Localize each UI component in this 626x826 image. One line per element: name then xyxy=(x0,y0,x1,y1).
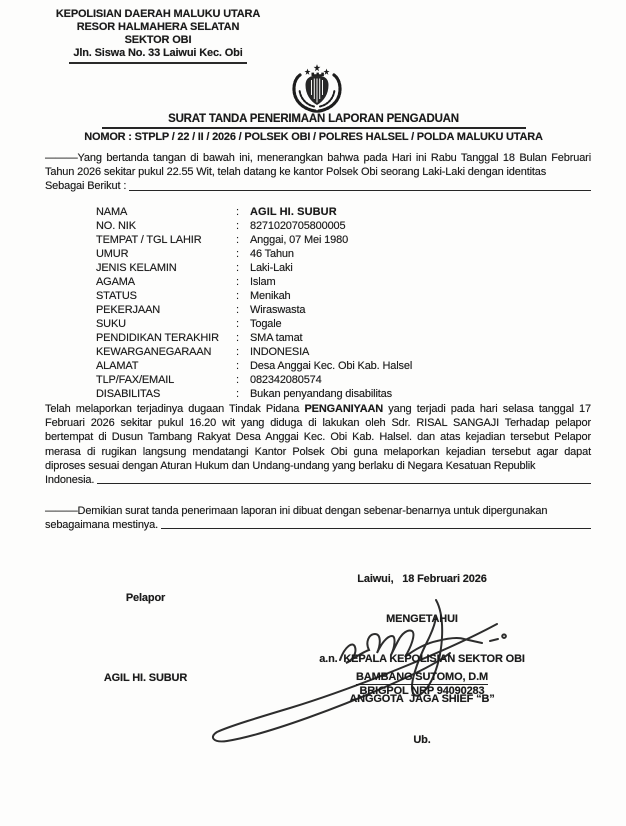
report-last-word: Indonesia. xyxy=(45,474,95,487)
field-label: PENDIDIKAN TERAKHIR xyxy=(96,332,219,344)
closing-last-words: sebagaimana mestinya. xyxy=(45,519,159,532)
field-value: 46 Tahun xyxy=(250,248,294,260)
officer-name: BAMBANG SUTOMO, D.M xyxy=(356,671,488,683)
closing-paragraph xyxy=(45,504,591,532)
field-label: STATUS xyxy=(96,290,137,302)
reporter-role-label: Pelapor xyxy=(125,592,166,604)
document-number: NOMOR : STPLP / 22 / II / 2026 / POLSEK OBI / POLRES HALSEL / POLDA MALUKU UTARA xyxy=(84,131,543,143)
table-row xyxy=(96,289,412,303)
officer-rank-nrp: BRIGPOL NRP 94090283 xyxy=(359,685,485,697)
officer-title-line: a.n. KEPALA KEPOLISIAN SEKTOR OBI xyxy=(319,653,525,666)
colon: : xyxy=(236,360,239,372)
colon: : xyxy=(236,220,239,232)
letterhead-address: Jln. Siswa No. 33 Laiwui Kec. Obi xyxy=(69,47,246,64)
colon: : xyxy=(236,248,239,260)
letterhead-line-1: KEPOLISIAN DAERAH MALUKU UTARA xyxy=(55,8,261,20)
document-title: SURAT TANDA PENERIMAAN LAPORAN PENGADUAN xyxy=(168,113,459,125)
colon: : xyxy=(236,374,239,386)
handwritten-signature-icon xyxy=(205,590,515,750)
table-row xyxy=(96,247,412,261)
field-label: UMUR xyxy=(96,248,129,260)
ub-label: Ub. xyxy=(413,733,431,746)
colon: : xyxy=(236,346,239,358)
field-label: SUKU xyxy=(96,318,126,330)
field-value: Togale xyxy=(250,318,282,330)
field-value: Desa Anggai Kec. Obi Kab. Halsel xyxy=(250,360,413,372)
colon: : xyxy=(236,332,239,344)
identity-table xyxy=(96,205,412,401)
colon: : xyxy=(236,318,239,330)
field-label: PEKERJAAN xyxy=(96,304,161,316)
colon: : xyxy=(236,276,239,288)
polri-tribrata-emblem-icon xyxy=(286,62,348,118)
colon: : xyxy=(236,206,239,218)
field-value: 082342080574 xyxy=(250,374,322,386)
report-text-before: Telah melaporkan terjadinya dugaan Tindak Pidana xyxy=(45,403,305,415)
table-row xyxy=(96,387,412,401)
colon: : xyxy=(236,304,239,316)
report-text-after: yang terjadi pada hari selasa tanggal 17 Februari 2026 sekitar pukul 16.20 wit yang diduga di lakukan oleh Sdr. RISAL SANGAJI Terhadap pelapor bertempat di Dusun Tambang Rakyat Desa Anggai Kec. Obi Kab. Halsel. dan atas kejadian tersebut Pelapor merasa di rugikan langsung mendatangi Kantor Polsek Obi guna melaporkan kejadian tersebut agar dapat diproses sesuai dengan Aturan Hukum dan Undang-undang yang berlaku di Negara Kesatuan Republik xyxy=(45,403,591,472)
colon: : xyxy=(236,234,239,246)
report-paragraph xyxy=(45,402,591,487)
field-value: Laki-Laki xyxy=(250,262,293,274)
opening-paragraph xyxy=(45,151,591,194)
field-value: Bukan penyandang disabilitas xyxy=(250,388,392,400)
opening-paragraph-closing: Sebagai Berikut : xyxy=(45,180,127,193)
letterhead xyxy=(50,8,266,64)
table-row xyxy=(96,345,412,359)
table-row xyxy=(96,219,412,233)
mengetahui-label: MENGETAHUI xyxy=(386,613,458,626)
field-label: TEMPAT / TGL LAHIR xyxy=(96,234,202,246)
table-row xyxy=(96,205,412,219)
field-value: INDONESIA xyxy=(250,346,310,358)
field-value: Menikah xyxy=(250,290,291,302)
table-row xyxy=(96,275,412,289)
field-value: AGIL HI. SUBUR xyxy=(250,206,337,218)
field-label: NO. NIK xyxy=(96,220,136,232)
field-label: KEWARGANEGARAAN xyxy=(96,346,212,358)
table-row xyxy=(96,359,412,373)
colon: : xyxy=(236,262,239,274)
table-row xyxy=(96,303,412,317)
crime-type: PENGANIYAAN xyxy=(304,403,384,415)
field-label: DISABILITAS xyxy=(96,388,161,400)
field-value: 8271020705800005 xyxy=(250,220,346,232)
closing-paragraph-text: ———Demikian surat tanda penerimaan laporan ini dibuat dengan sebenar-benarnya untuk dipergunakan xyxy=(45,505,548,517)
letterhead-line-3: SEKTOR OBI xyxy=(124,34,192,46)
letterhead-line-2: RESOR HALMAHERA SELATAN xyxy=(76,21,240,33)
field-value: Wiraswasta xyxy=(250,304,306,316)
table-row xyxy=(96,331,412,345)
place-date: Laiwui, 18 Februari 2026 xyxy=(357,572,487,585)
field-label: AGAMA xyxy=(96,276,135,288)
dash-filler-line xyxy=(129,190,591,191)
colon: : xyxy=(236,290,239,302)
reporter-name: AGIL HI. SUBUR xyxy=(103,672,188,684)
field-label: ALAMAT xyxy=(96,360,139,372)
field-value: Islam xyxy=(250,276,276,288)
officer-unit-line: ANGGOTA JAGA SHIEF “B” xyxy=(349,693,495,706)
table-row xyxy=(96,373,412,387)
dash-filler-line xyxy=(161,528,591,529)
field-value: SMA tamat xyxy=(250,332,303,344)
field-label: NAMA xyxy=(96,206,128,218)
colon: : xyxy=(236,388,239,400)
field-label: JENIS KELAMIN xyxy=(96,262,177,274)
opening-paragraph-text: ———Yang bertanda tangan di bawah ini, menerangkan bahwa pada Hari ini Rabu Tanggal 18 Bulan Februari Tahun 2026 sekitar pukul 22.55 Wit, telah datang ke kantor Polsek Obi seorang Laki-Laki dengan identitas xyxy=(45,152,591,179)
field-label: TLP/FAX/EMAIL xyxy=(96,374,175,386)
dash-filler-line xyxy=(97,483,591,484)
title-underline xyxy=(102,127,526,129)
field-value: Anggai, 07 Mei 1980 xyxy=(250,234,349,246)
table-row xyxy=(96,233,412,247)
table-row xyxy=(96,261,412,275)
table-row xyxy=(96,317,412,331)
title-block xyxy=(41,113,586,143)
